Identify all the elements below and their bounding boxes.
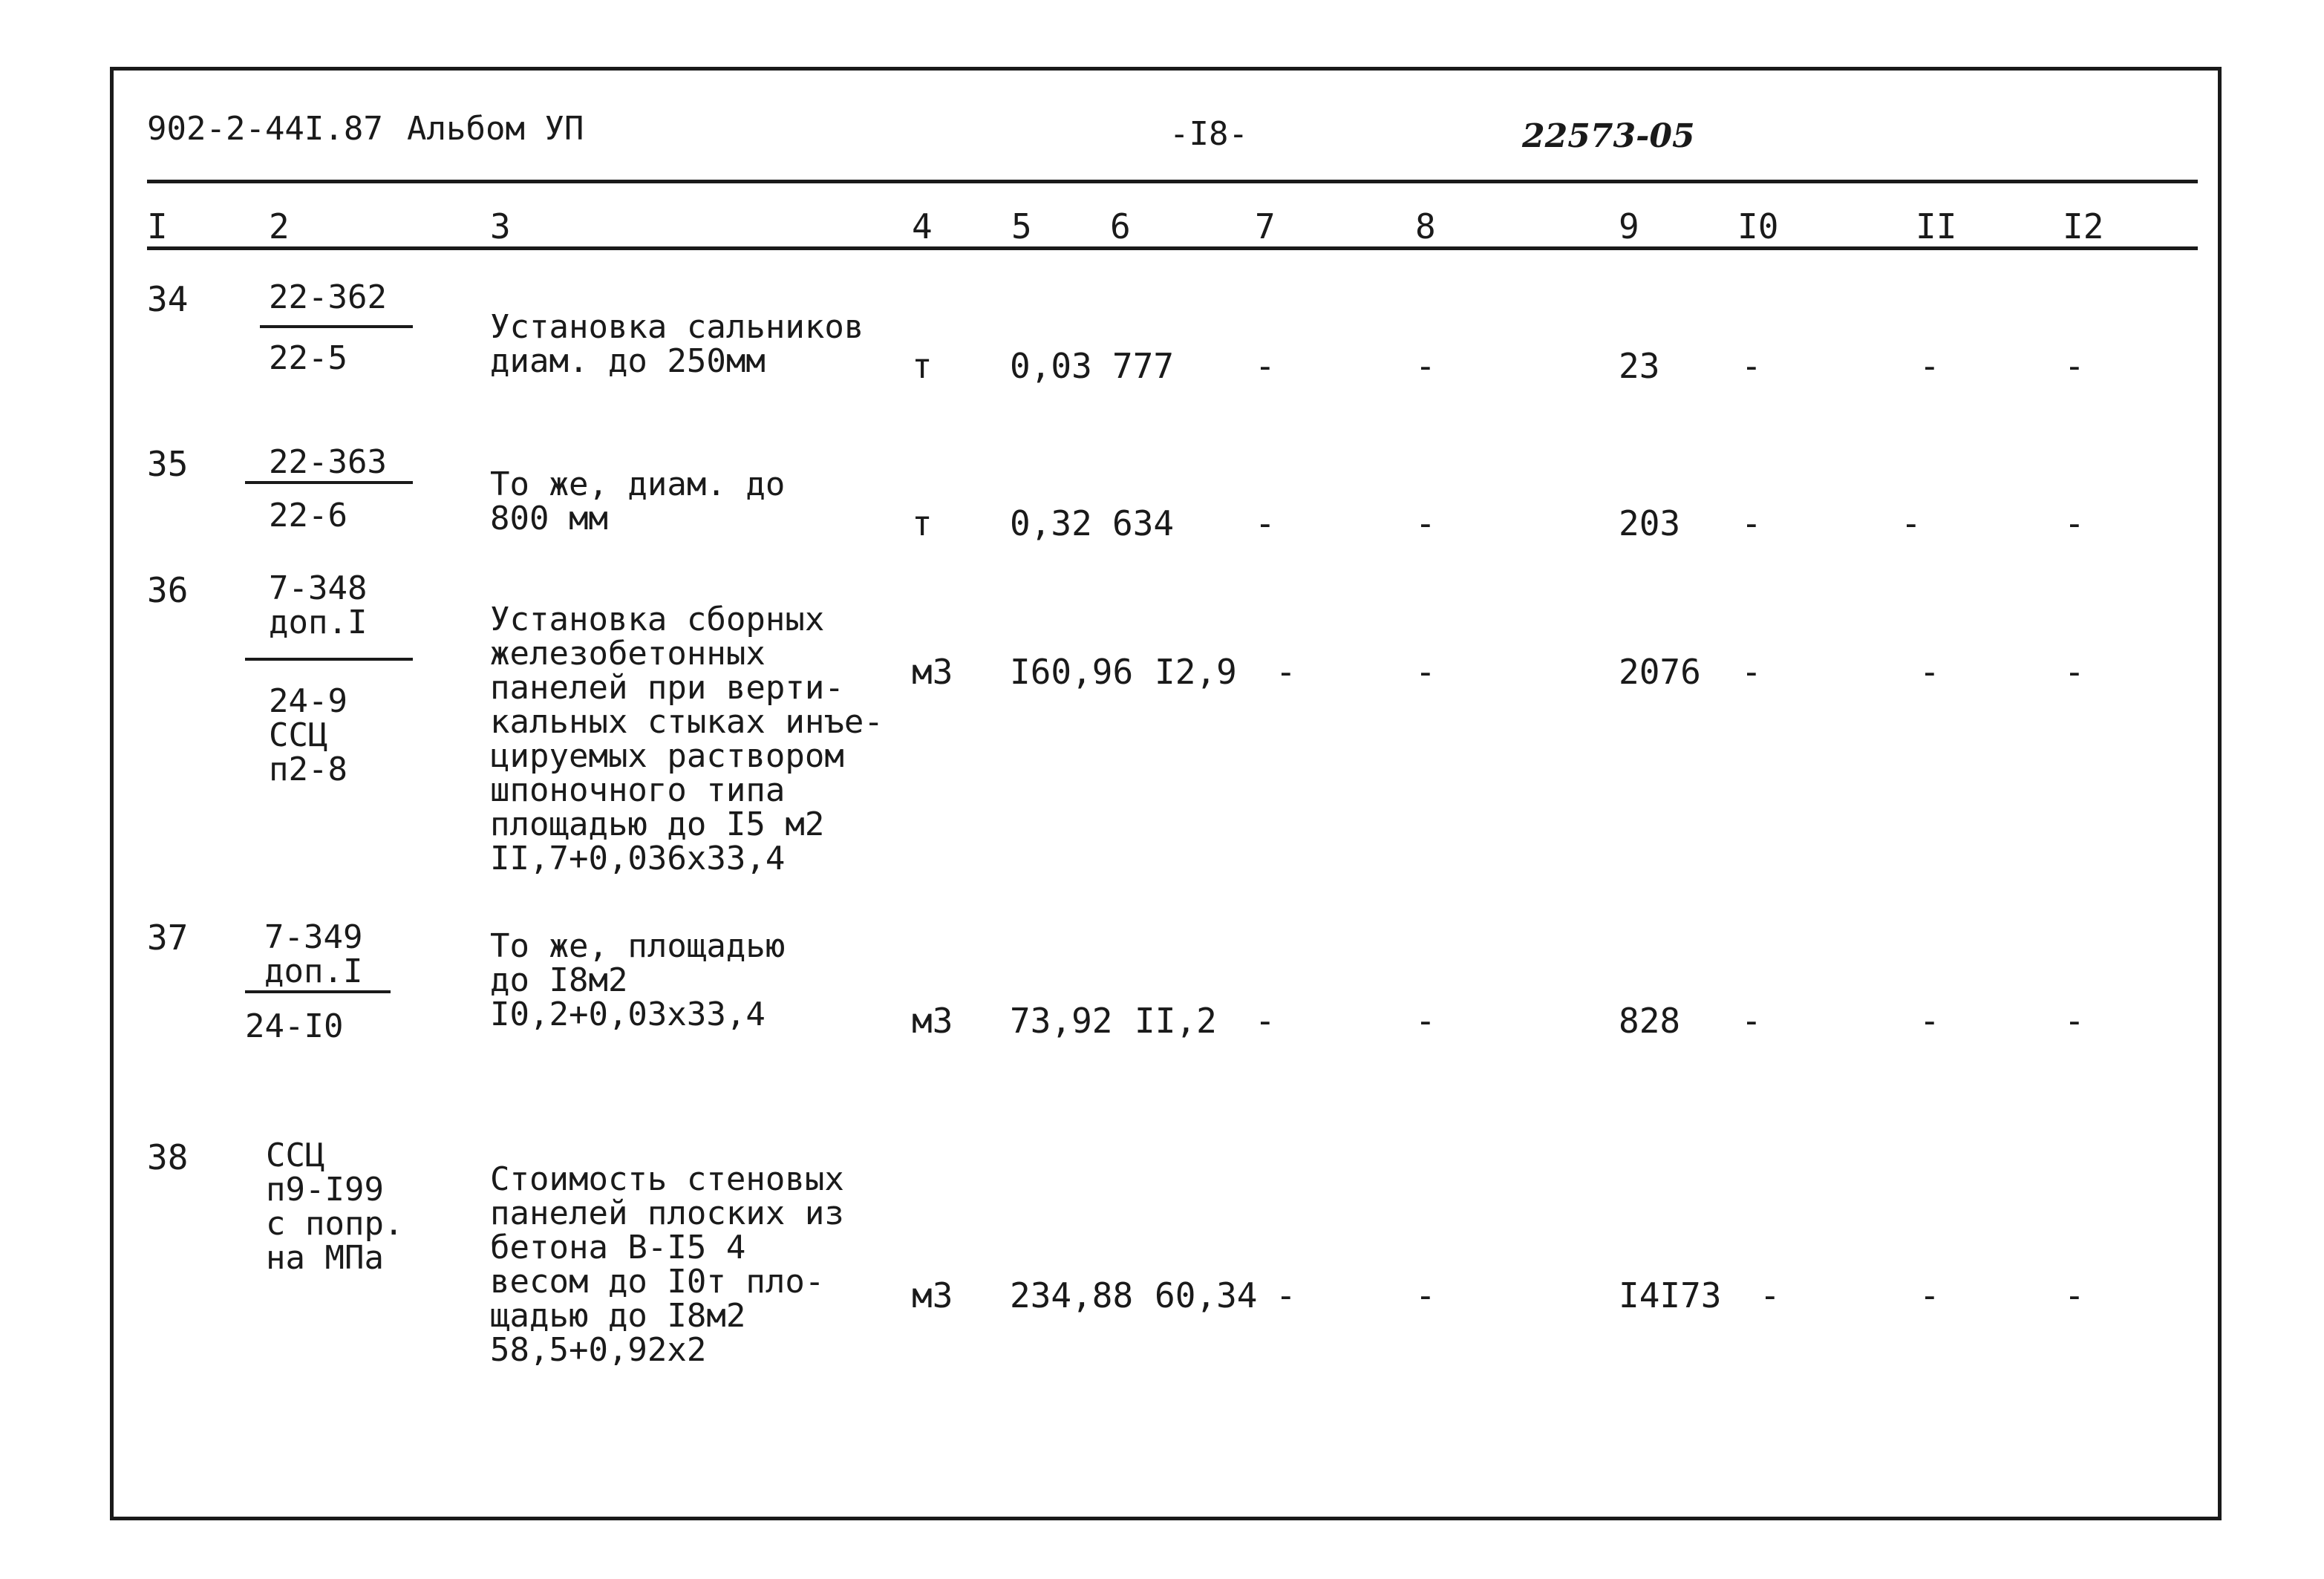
- col7-value: -: [1255, 503, 1276, 543]
- description-line: То же, диам. до: [490, 465, 786, 503]
- col12-value: -: [2064, 503, 2085, 543]
- code-divider: [260, 325, 413, 328]
- column-header-rule: [147, 246, 2198, 250]
- column-number-7: 7: [1255, 206, 1276, 246]
- description-line: I0,2+0,03х33,4: [490, 996, 766, 1033]
- col12-value: -: [2064, 1275, 2085, 1315]
- col8-value: -: [1415, 1001, 1436, 1041]
- col6-value: II,2: [1135, 1001, 1217, 1041]
- code-top: 7-349: [264, 918, 363, 956]
- unit: т: [912, 503, 933, 543]
- description-line: цируемых раствором: [490, 737, 844, 775]
- header-rule: [147, 180, 2198, 183]
- col6-value: 60,34: [1155, 1275, 1258, 1315]
- unit: м3: [912, 652, 953, 692]
- col10-value: -: [1741, 1001, 1762, 1041]
- description-line: 58,5+0,92х2: [490, 1331, 707, 1369]
- code-line: на МПа: [266, 1239, 384, 1277]
- col5-value: I60,96: [1010, 652, 1134, 692]
- column-number-9: 9: [1619, 206, 1639, 246]
- column-number-11: II: [1916, 206, 1957, 246]
- description-line: То же, площадью: [490, 927, 786, 965]
- col11-value: -: [1919, 652, 1940, 692]
- column-number-1: I: [147, 206, 168, 246]
- description-line: кальных стыках инъе-: [490, 703, 884, 741]
- col8-value: -: [1415, 346, 1436, 386]
- row-number: 35: [147, 444, 189, 484]
- col7-value: -: [1276, 652, 1296, 692]
- col5-value: 73,92: [1010, 1001, 1113, 1041]
- description-line: диам. до 250мм: [490, 342, 766, 380]
- album-label: Альбом УП: [407, 110, 584, 148]
- col9-value: 2076: [1619, 652, 1701, 692]
- code-bottom: 24-9: [269, 682, 347, 720]
- col8-value: -: [1415, 1275, 1436, 1315]
- description-line: щадью до I8м2: [490, 1297, 746, 1335]
- col9-value: 828: [1619, 1001, 1681, 1041]
- col11-value: -: [1919, 346, 1940, 386]
- code-top: доп.I: [264, 952, 363, 990]
- col8-value: -: [1415, 652, 1436, 692]
- description-line: Стоимость стеновых: [490, 1160, 844, 1198]
- code-divider: [245, 658, 413, 661]
- row-number: 36: [147, 570, 189, 610]
- description-line: шпоночного типа: [490, 771, 786, 809]
- code-bottom: 22-6: [269, 497, 347, 534]
- col6-value: 777: [1112, 346, 1175, 386]
- description-line: площадью до I5 м2: [490, 805, 825, 843]
- code-bottom: 24-I0: [245, 1007, 344, 1045]
- document-id: 902-2-44I.87: [147, 110, 383, 148]
- col7-value: -: [1255, 1001, 1276, 1041]
- col10-value: -: [1741, 503, 1762, 543]
- page-number: -I8-: [1169, 115, 1248, 153]
- col12-value: -: [2064, 346, 2085, 386]
- col11-value: -: [1919, 1275, 1940, 1315]
- col10-value: -: [1741, 346, 1762, 386]
- col5-value: 234,88: [1010, 1275, 1134, 1315]
- code-bottom: ССЦ: [269, 716, 328, 754]
- description-line: II,7+0,036х33,4: [490, 840, 786, 877]
- col9-value: 203: [1619, 503, 1681, 543]
- col7-value: -: [1255, 346, 1276, 386]
- column-number-2: 2: [269, 206, 290, 246]
- reference-number: 22573-05: [1522, 117, 1695, 155]
- col10-value: -: [1741, 652, 1762, 692]
- description-line: 800 мм: [490, 500, 608, 537]
- col5-value: 0,03: [1010, 346, 1092, 386]
- row-number: 38: [147, 1137, 189, 1177]
- description-line: панелей плоских из: [490, 1194, 844, 1232]
- col8-value: -: [1415, 503, 1436, 543]
- col11-value: -: [1901, 503, 1922, 543]
- code-line: с попр.: [266, 1205, 404, 1243]
- col6-value: 634: [1112, 503, 1175, 543]
- row-number: 37: [147, 918, 189, 958]
- column-number-6: 6: [1110, 206, 1131, 246]
- col12-value: -: [2064, 1001, 2085, 1041]
- column-number-10: I0: [1737, 206, 1779, 246]
- description-line: Установка сборных: [490, 601, 825, 638]
- code-top: 22-362: [269, 278, 387, 316]
- description-line: до I8м2: [490, 961, 628, 999]
- unit: т: [912, 346, 933, 386]
- col10-value: -: [1760, 1275, 1780, 1315]
- col9-value: I4I73: [1619, 1275, 1722, 1315]
- column-number-3: 3: [490, 206, 511, 246]
- code-bottom: 22-5: [269, 339, 347, 377]
- col5-value: 0,32: [1010, 503, 1092, 543]
- description-line: бетона В-I5 4: [490, 1229, 746, 1266]
- description-line: железобетонных: [490, 635, 766, 673]
- col9-value: 23: [1619, 346, 1660, 386]
- col7-value: -: [1276, 1275, 1296, 1315]
- description-line: весом до I0т пло-: [490, 1263, 825, 1301]
- column-number-5: 5: [1011, 206, 1032, 246]
- unit: м3: [912, 1001, 953, 1041]
- code-divider: [245, 481, 413, 484]
- column-number-4: 4: [912, 206, 933, 246]
- code-divider: [245, 990, 391, 993]
- unit: м3: [912, 1275, 953, 1315]
- column-number-12: I2: [2063, 206, 2104, 246]
- code-top: доп.I: [269, 604, 368, 641]
- row-number: 34: [147, 279, 189, 319]
- code-line: п9-I99: [266, 1171, 384, 1209]
- code-top: 22-363: [269, 443, 387, 481]
- code-line: ССЦ: [266, 1137, 325, 1174]
- col6-value: I2,9: [1155, 652, 1237, 692]
- code-bottom: п2-8: [269, 751, 347, 788]
- column-number-8: 8: [1415, 206, 1436, 246]
- col11-value: -: [1919, 1001, 1940, 1041]
- col12-value: -: [2064, 652, 2085, 692]
- description-line: панелей при верти-: [490, 669, 844, 707]
- code-top: 7-348: [269, 569, 368, 607]
- description-line: Установка сальников: [490, 308, 864, 346]
